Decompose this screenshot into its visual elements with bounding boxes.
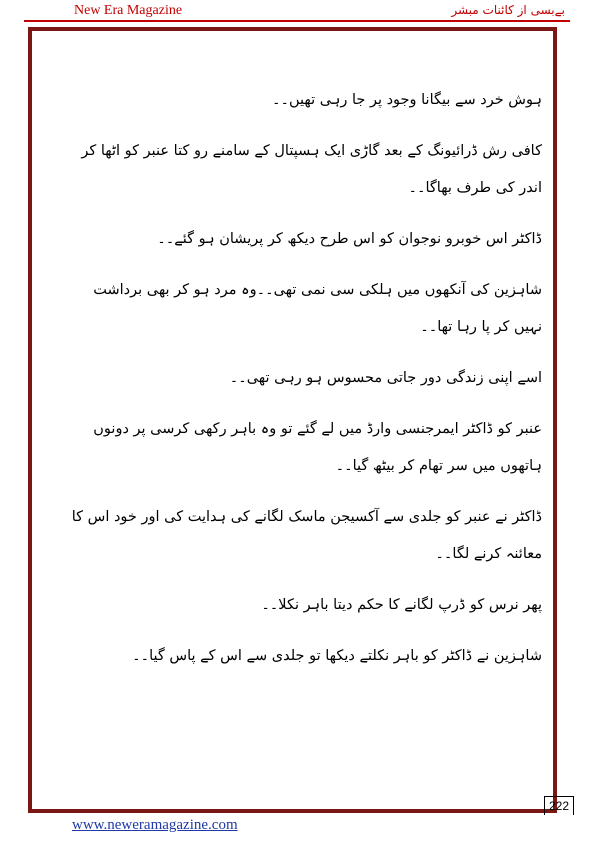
magazine-name: New Era Magazine	[74, 3, 183, 18]
paragraph: شاہزین کی آنکھوں میں ہلکی سی نمی تھی۔۔وہ مرد ہو کر بھی برداشت نہیں کر پا رہا تھا۔۔	[93, 282, 542, 335]
paragraph: عنبر کو ڈاکٹر ایمرجنسی وارڈ میں لے گئے تو وہ باہر رکھی کرسی پر دونوں ہاتھوں میں سر تھام کر بیٹھ گیا۔۔	[93, 421, 542, 474]
paragraph: ہوش خرد سے بیگانا وجود پر جا رہی تھیں۔۔	[272, 92, 542, 108]
story-title: بےبسی از کائنات مبشر	[451, 3, 565, 17]
paragraph: اسے اپنی زندگی دور جاتی محسوس ہو رہی تھی۔۔	[229, 370, 542, 386]
paragraph: ڈاکٹر نے عنبر کو جلدی سے آکسیجن ماسک لگانے کی ہدایت کی اور خود اس کا معائنہ کرنے لگا۔۔	[71, 509, 542, 562]
website-link[interactable]: www.neweramagazine.com	[72, 817, 238, 833]
paragraph: ڈاکٹر اس خوبرو نوجوان کو اس طرح دیکھ کر پریشان ہو گئے۔۔	[157, 231, 542, 247]
page-number: 222	[544, 796, 574, 815]
paragraph: کافی رش ڈرائیونگ کے بعد گاڑی ایک ہسپتال کے سامنے رو کتا عنبر کو اٹھا کر اندر کی طرف بھاگا۔۔	[81, 143, 542, 196]
paragraph: شاہزین نے ڈاکٹر کو باہر نکلتے دیکھا تو جلدی سے اس کے پاس گیا۔۔	[132, 648, 542, 664]
header-rule	[24, 20, 570, 22]
story-text	[66, 82, 542, 689]
paragraph: پھر نرس کو ڈرپ لگانے کا حکم دیتا باہر نکلا۔۔	[261, 597, 542, 613]
